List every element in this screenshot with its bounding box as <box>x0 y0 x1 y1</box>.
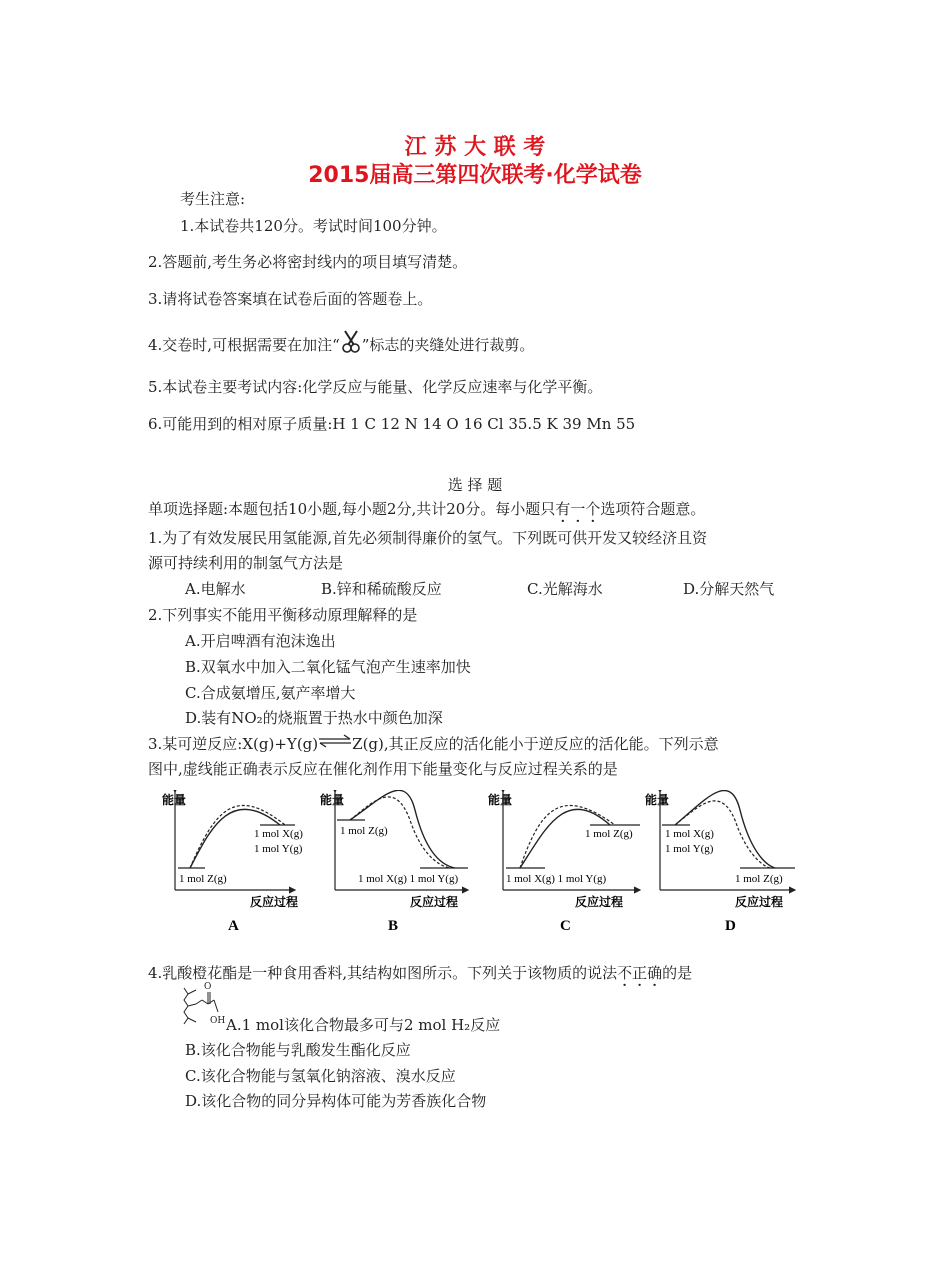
notice-item-5: 5.本试卷主要考试内容:化学反应与能量、化学反应速率与化学平衡。 <box>148 378 603 396</box>
y-axis-label: 能量 <box>645 793 670 807</box>
panel-label-a: A <box>228 918 239 934</box>
label-x: 1 mol X(g) <box>665 828 714 840</box>
y-axis-label: 能量 <box>162 793 187 807</box>
label-z: 1 mol Z(g) <box>179 873 227 885</box>
notice-item-3: 3.请将试卷答案填在试卷后面的答题卷上。 <box>148 290 433 308</box>
panel-label-b: B <box>388 918 399 934</box>
section-intro-text: 选项符合题意。 <box>600 500 706 518</box>
structure-image <box>178 982 226 1030</box>
x-axis-label: 反应过程 <box>735 895 784 909</box>
o-label: O <box>204 982 212 992</box>
x-axis-label: 反应过程 <box>410 895 459 909</box>
q1-option-a: A.电解水 <box>185 580 246 598</box>
emphasis-char: 个 <box>585 500 601 518</box>
q1-stem-line1: 1.为了有效发展民用氢能源,首先必须制得廉价的氢气。下列既可供开发又较经济且资 <box>148 529 708 547</box>
q2-option-c: C.合成氨增压,氨产率增大 <box>185 684 356 702</box>
notice-item-4-post: ”标志的夹缝处进行裁剪。 <box>361 336 535 354</box>
q1-stem-line2: 源可持续利用的制氢气方法是 <box>148 554 344 572</box>
section-intro-text: 单项选择题:本题包括10小题,每小题2分,共计20分。每小题只 <box>148 500 556 518</box>
q4-option-a: A.1 mol该化合物最多可与2 mol H₂反应 <box>226 1016 501 1034</box>
q2-option-b: B.双氧水中加入二氧化锰气泡产生速率加快 <box>185 658 471 676</box>
q4-option-d: D.该化合物的同分异构体可能为芳香族化合物 <box>185 1092 487 1110</box>
exam-paper-title: 2015届高三第四次联考·化学试卷 <box>308 163 642 188</box>
notice-item-4-pre: 4.交卷时,可根据需要在加注“ <box>148 336 340 354</box>
notice-item-2: 2.答题前,考生务必将密封线内的项目填写清楚。 <box>148 253 468 271</box>
label-x: 1 mol X(g) <box>254 828 303 840</box>
diagram-c <box>488 792 640 934</box>
q1-option-d: D.分解天然气 <box>683 580 775 598</box>
q2-option-a: A.开启啤酒有泡沫逸出 <box>185 632 336 650</box>
q4-stem-text: 4.乳酸橙花酯是一种食用香料,其结构如图所示。下列关于该物质的说法 <box>148 964 618 982</box>
diagram-d <box>645 791 795 934</box>
emphasis-char: 不 <box>617 964 633 982</box>
notice-item-1: 1.本试卷共120分。考试时间100分钟。 <box>180 217 447 235</box>
q2-stem: 2.下列事实不能用平衡移动原理解释的是 <box>148 606 418 624</box>
section-intro <box>148 498 705 519</box>
emphasis-char: 一 <box>570 500 586 518</box>
label-z: 1 mol Z(g) <box>585 828 633 840</box>
oh-label: OH <box>210 1016 226 1026</box>
q4-option-b: B.该化合物能与乳酸发生酯化反应 <box>185 1041 411 1059</box>
y-axis-label: 能量 <box>488 793 513 807</box>
label-xy: 1 mol X(g) 1 mol Y(g) <box>506 873 607 885</box>
q3-stem-pre: 3.某可逆反应:X(g)+Y(g) <box>148 735 319 753</box>
q3-stem-post: Z(g),其正反应的活化能小于逆反应的活化能。下列示意 <box>352 735 719 753</box>
y-axis-label: 能量 <box>320 793 345 807</box>
notice-heading: 考生注意: <box>180 190 246 208</box>
notice-item-4 <box>148 330 534 355</box>
q4-stem-text: 的是 <box>662 964 693 982</box>
q3-stem-line2: 图中,虚线能正确表示反应在催化剂作用下能量变化与反应过程关系的是 <box>148 760 618 778</box>
label-xy: 1 mol X(g) 1 mol Y(g) <box>358 873 459 885</box>
panel-label-c: C <box>560 918 571 934</box>
q3-stem-line1 <box>148 733 719 754</box>
energy-diagram-svg <box>150 790 810 940</box>
q1-option-c: C.光解海水 <box>527 580 603 598</box>
label-y: 1 mol Y(g) <box>254 843 303 855</box>
q4-option-c: C.该化合物能与氢氧化钠溶液、溴水反应 <box>185 1067 456 1085</box>
panel-label-d: D <box>725 918 736 934</box>
label-y: 1 mol Y(g) <box>665 843 714 855</box>
x-axis-label: 反应过程 <box>575 895 624 909</box>
label-z: 1 mol Z(g) <box>340 825 388 837</box>
x-axis-label: 反应过程 <box>250 895 299 909</box>
emphasis-char: 正 <box>632 964 648 982</box>
diagram-b <box>320 790 468 934</box>
notice-item-6: 6.可能用到的相对原子质量:H 1 C 12 N 14 O 16 Cl 35.5 K 39 Mn 55 <box>148 415 636 433</box>
energy-diagrams <box>150 790 810 940</box>
equilibrium-arrow-icon <box>318 734 352 748</box>
emphasis-char: 有 <box>555 500 571 518</box>
q2-option-d: D.装有NO₂的烧瓶置于热水中颜色加深 <box>185 709 443 727</box>
emphasis-char: 确 <box>647 964 663 982</box>
q4-stem <box>148 962 692 983</box>
exam-brand-title: 江 苏 大 联 考 <box>404 135 546 160</box>
diagram-a <box>162 792 303 934</box>
scissors-icon <box>340 330 362 352</box>
label-z: 1 mol Z(g) <box>735 873 783 885</box>
section-title: 选 择 题 <box>447 476 503 494</box>
q1-option-b: B.锌和稀硫酸反应 <box>321 580 442 598</box>
